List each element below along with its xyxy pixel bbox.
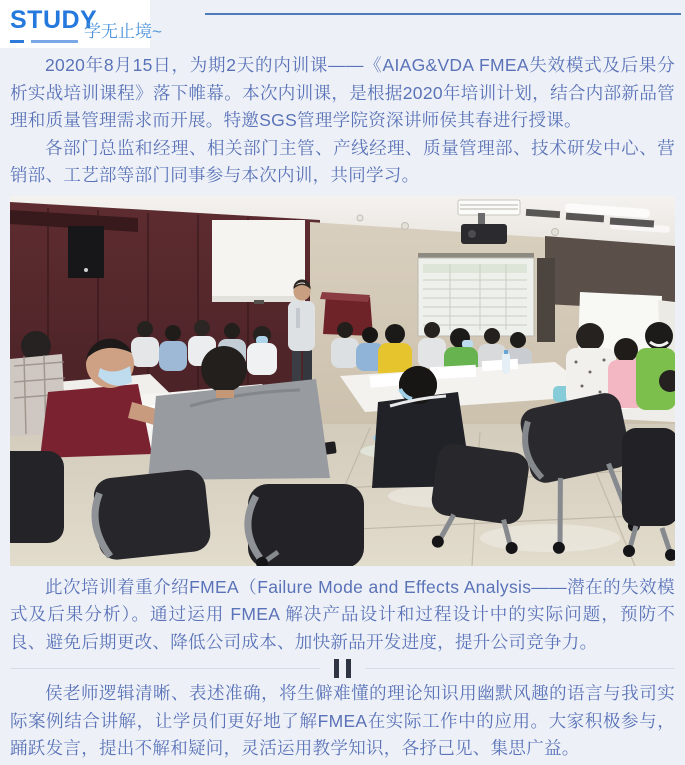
chair-center — [248, 484, 364, 566]
paragraph-participants: 各部门总监和经理、相关部门主管、产线经理、质量管理部、技术研发中心、营销部、工艺部等部门同事参与本次内训，共同学习。 — [10, 137, 675, 185]
title-underline-short — [10, 40, 24, 43]
divider-line-right — [365, 668, 675, 669]
paragraph-teacher-summary: 侯老师逻辑清晰、表述准确，将生僻难懂的理论知识用幽默风趣的语言与我司实际案例结合讲解，让学员们更好地了解FMEA在实际工作中的应用。大家积极参与，踊跃发言，提出不解和疑问，灵活运用教学知识，各抒己见、集思广益。 — [10, 683, 675, 758]
divider-bar — [346, 659, 351, 678]
divider-line-left — [10, 668, 320, 669]
title-underline-long — [31, 40, 78, 43]
article-body — [0, 52, 685, 763]
page-header — [0, 0, 685, 52]
section-divider — [10, 657, 675, 679]
page-title: STUDY — [10, 6, 98, 34]
divider-bar — [334, 659, 339, 678]
projection-screen-left — [212, 220, 305, 304]
training-photo — [10, 196, 675, 566]
page-subtitle: 学无止境~ — [84, 22, 162, 41]
paragraph-course-intro: 2020年8月15日，为期2天的内训课——《AIAG&VDA FMEA失效模式及后果分析实战培训课程》落下帷幕。本次内训课，是根据2020年培训计划，结合内部新品管理和质量管理需求而开展。特邀SGS管理学院资深讲师侯其春进行授课。 — [10, 55, 675, 130]
header-rule — [205, 13, 681, 15]
paragraph-fmea-description: 此次培训着重介绍FMEA（Failure Mode and Effects Analysis——潜在的失效模式及后果分析）。通过运用 FMEA 解决产品设计和过程设计中的实际问题，预防不良、避免后期更改、降低公司成本、加快新品开发进度，提升公司竞争力。 — [10, 576, 675, 652]
chair-left — [91, 468, 212, 561]
